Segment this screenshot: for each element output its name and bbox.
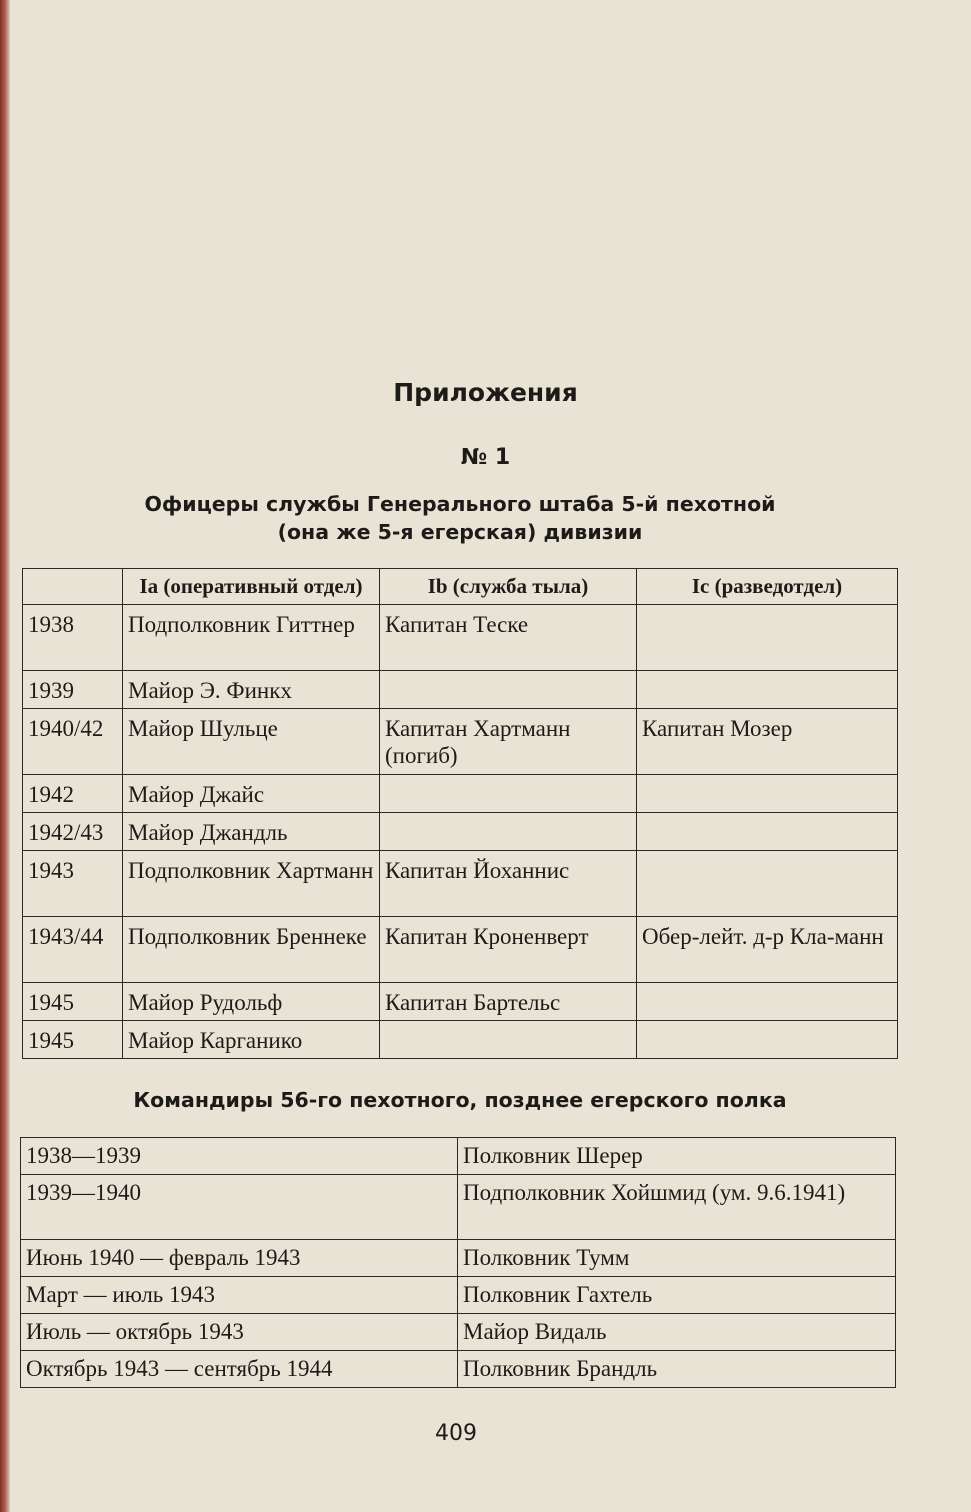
table1-title-line2: (она же 5-я егерская) дивизии: [277, 520, 643, 544]
table-cell: Майор Карганико: [123, 1021, 380, 1059]
table-cell: Март — июль 1943: [21, 1277, 458, 1314]
table-cell: [637, 671, 898, 709]
table-row: [21, 1277, 896, 1314]
table-cell: 1938—1939: [21, 1138, 458, 1175]
table-cell: [637, 775, 898, 813]
table-cell: Обер-лейт. д-р Кла-манн: [637, 917, 898, 983]
table-row: [23, 1021, 898, 1059]
table1-title: [60, 490, 860, 546]
table-cell: Полковник Гахтель: [458, 1277, 896, 1314]
table-row: [21, 1175, 896, 1240]
header-cell: [23, 569, 123, 605]
table-cell: Полковник Тумм: [458, 1240, 896, 1277]
table-cell: 1942/43: [23, 813, 123, 851]
table-cell: Майор Э. Финкх: [123, 671, 380, 709]
table-row: [23, 917, 898, 983]
header-cell: Ib (служба тыла): [380, 569, 637, 605]
page-edge: [0, 0, 10, 1512]
table-cell: 1945: [23, 1021, 123, 1059]
table-cell: [637, 1021, 898, 1059]
table-cell: [380, 671, 637, 709]
table-row: [23, 709, 898, 775]
table-cell: Майор Рудольф: [123, 983, 380, 1021]
table-row: [23, 605, 898, 671]
table-cell: 1942: [23, 775, 123, 813]
table-cell: [637, 983, 898, 1021]
table-row: [21, 1314, 896, 1351]
header-cell: Ic (разведотдел): [637, 569, 898, 605]
table-row: [23, 983, 898, 1021]
table-cell: 1939—1940: [21, 1175, 458, 1240]
table-row: [23, 851, 898, 917]
table-cell: Подполковник Бреннеке: [123, 917, 380, 983]
table-cell: Июль — октябрь 1943: [21, 1314, 458, 1351]
table-cell: 1943/44: [23, 917, 123, 983]
table-cell: Июнь 1940 — февраль 1943: [21, 1240, 458, 1277]
regiment-commanders-table: [20, 1137, 896, 1388]
table-cell: 1940/42: [23, 709, 123, 775]
header-cell: Ia (оперативный отдел): [123, 569, 380, 605]
table-cell: Капитан Кроненверт: [380, 917, 637, 983]
table-row: [21, 1240, 896, 1277]
table-cell: 1943: [23, 851, 123, 917]
table-cell: [380, 775, 637, 813]
table1-title-line1: Офицеры службы Генерального штаба 5-й пехотной: [144, 492, 776, 516]
table-cell: Октябрь 1943 — сентябрь 1944: [21, 1351, 458, 1388]
page-number: 409: [435, 1421, 477, 1446]
staff-officers-table: [22, 568, 898, 1059]
page-title: Приложения: [393, 378, 578, 407]
table-cell: Полковник Шерер: [458, 1138, 896, 1175]
table-cell: 1938: [23, 605, 123, 671]
table-cell: Капитан Мозер: [637, 709, 898, 775]
table-cell: Майор Видаль: [458, 1314, 896, 1351]
table-row: [23, 813, 898, 851]
table-row: [23, 671, 898, 709]
table-cell: [637, 851, 898, 917]
table-header-row: [23, 569, 898, 605]
table-cell: Капитан Йоханнис: [380, 851, 637, 917]
table-row: [21, 1138, 896, 1175]
table-row: [21, 1351, 896, 1388]
table-cell: 1939: [23, 671, 123, 709]
table-cell: [637, 813, 898, 851]
table-cell: 1945: [23, 983, 123, 1021]
table-cell: Подполковник Хартманн: [123, 851, 380, 917]
table2-title: Командиры 56-го пехотного, позднее егерского полка: [133, 1088, 787, 1112]
table-cell: [637, 605, 898, 671]
table-cell: Капитан Бартельс: [380, 983, 637, 1021]
table-cell: [380, 813, 637, 851]
table-cell: Майор Шульце: [123, 709, 380, 775]
table-cell: Подполковник Хойшмид (ум. 9.6.1941): [458, 1175, 896, 1240]
table-cell: Майор Джайс: [123, 775, 380, 813]
table-cell: Подполковник Гиттнер: [123, 605, 380, 671]
table-cell: Майор Джандль: [123, 813, 380, 851]
table-cell: Полковник Брандль: [458, 1351, 896, 1388]
table-row: [23, 775, 898, 813]
table-cell: Капитан Хартманн (погиб): [380, 709, 637, 775]
table-cell: Капитан Теске: [380, 605, 637, 671]
appendix-number: № 1: [460, 445, 511, 470]
table-cell: [380, 1021, 637, 1059]
